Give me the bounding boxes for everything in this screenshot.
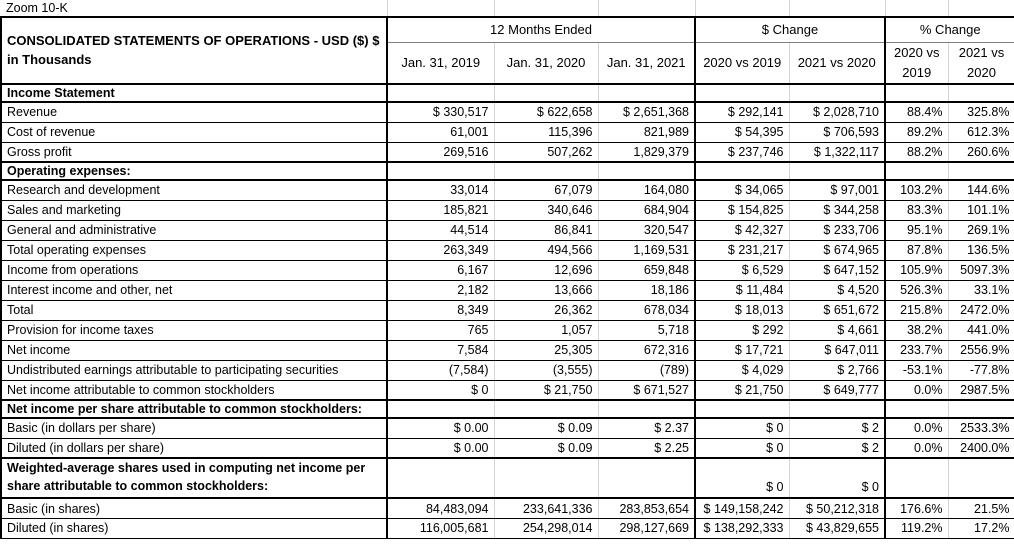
cell-value[interactable]: 0.0% bbox=[885, 438, 948, 458]
cell-value[interactable]: 2556.9% bbox=[948, 340, 1014, 360]
cell-value[interactable] bbox=[885, 400, 948, 418]
column-header-jan-31-2019[interactable]: Jan. 31, 2019 bbox=[387, 42, 494, 84]
group-header-12-months-ended[interactable]: 12 Months Ended bbox=[387, 17, 695, 42]
cell-value[interactable]: 7,584 bbox=[387, 340, 494, 360]
cell-value[interactable]: 38.2% bbox=[885, 320, 948, 340]
row-label[interactable]: Revenue bbox=[1, 102, 387, 122]
cell-value[interactable]: 83.3% bbox=[885, 200, 948, 220]
table-row bbox=[1, 518, 1014, 538]
group-header-dollar-change[interactable]: $ Change bbox=[695, 17, 885, 42]
cell-value[interactable] bbox=[948, 84, 1014, 102]
cell-value[interactable]: 44,514 bbox=[387, 220, 494, 240]
cell-value[interactable] bbox=[387, 400, 494, 418]
table-row bbox=[1, 400, 1014, 418]
cell-value[interactable] bbox=[494, 400, 598, 418]
cell-value[interactable]: (789) bbox=[598, 360, 695, 380]
cell-value[interactable]: $ 138,292,333 bbox=[695, 518, 789, 538]
table-row bbox=[1, 220, 1014, 240]
cell-value[interactable]: 136.5% bbox=[948, 240, 1014, 260]
cell-value[interactable]: 86,841 bbox=[494, 220, 598, 240]
row-label[interactable]: Net income bbox=[1, 340, 387, 360]
cell-value[interactable]: $ 231,217 bbox=[695, 240, 789, 260]
cell-value[interactable]: $ 11,484 bbox=[695, 280, 789, 300]
cell-value[interactable]: 116,005,681 bbox=[387, 518, 494, 538]
table-row bbox=[1, 340, 1014, 360]
cell-value[interactable] bbox=[885, 162, 948, 180]
cell-value[interactable] bbox=[387, 162, 494, 180]
cell-value[interactable]: 0.0% bbox=[885, 418, 948, 438]
cell-value[interactable]: 1,829,379 bbox=[598, 142, 695, 162]
cell-value[interactable]: 233,641,336 bbox=[494, 498, 598, 518]
row-label[interactable]: Weighted-average shares used in computing net income per share attributable to common stockholders: bbox=[1, 458, 387, 498]
cell-value[interactable]: $ 344,258 bbox=[789, 200, 885, 220]
table-row bbox=[1, 438, 1014, 458]
cell-value[interactable]: 215.8% bbox=[885, 300, 948, 320]
cell-value[interactable] bbox=[695, 162, 789, 180]
cell-value[interactable]: 5,718 bbox=[598, 320, 695, 340]
cell-value[interactable]: 13,666 bbox=[494, 280, 598, 300]
empty-cell[interactable] bbox=[387, 0, 494, 17]
cell-value[interactable] bbox=[387, 458, 494, 498]
cell-value[interactable]: $ 154,825 bbox=[695, 200, 789, 220]
cell-value[interactable]: $ 42,327 bbox=[695, 220, 789, 240]
cell-value[interactable]: 144.6% bbox=[948, 180, 1014, 200]
row-label[interactable]: Net income attributable to common stockholders bbox=[1, 380, 387, 400]
cell-value[interactable]: 507,262 bbox=[494, 142, 598, 162]
row-label[interactable]: Diluted (in dollars per share) bbox=[1, 438, 387, 458]
cell-value[interactable]: 254,298,014 bbox=[494, 518, 598, 538]
cell-value[interactable]: 684,904 bbox=[598, 200, 695, 220]
cell-value[interactable]: $ 647,011 bbox=[789, 340, 885, 360]
table-row bbox=[1, 458, 1014, 498]
cell-value[interactable]: $ 0.09 bbox=[494, 438, 598, 458]
row-label[interactable]: Interest income and other, net bbox=[1, 280, 387, 300]
table-body bbox=[1, 84, 1014, 538]
cell-value[interactable] bbox=[695, 400, 789, 418]
cell-value[interactable] bbox=[494, 162, 598, 180]
cell-value[interactable]: 441.0% bbox=[948, 320, 1014, 340]
cell-value[interactable]: $ 671,527 bbox=[598, 380, 695, 400]
cell-value[interactable]: $ 622,658 bbox=[494, 102, 598, 122]
table-row bbox=[1, 360, 1014, 380]
cell-value[interactable]: $ 2 bbox=[789, 438, 885, 458]
row-label[interactable]: Research and development bbox=[1, 180, 387, 200]
table-row bbox=[1, 180, 1014, 200]
cell-value[interactable]: 18,186 bbox=[598, 280, 695, 300]
table-row bbox=[1, 300, 1014, 320]
cell-value[interactable]: 6,167 bbox=[387, 260, 494, 280]
cell-value[interactable]: $ 674,965 bbox=[789, 240, 885, 260]
cell-value[interactable]: 67,079 bbox=[494, 180, 598, 200]
cell-value[interactable]: $ 21,750 bbox=[695, 380, 789, 400]
cell-value[interactable]: $ 0.00 bbox=[387, 418, 494, 438]
cell-value[interactable]: $ 330,517 bbox=[387, 102, 494, 122]
cell-value[interactable]: 176.6% bbox=[885, 498, 948, 518]
cell-value[interactable]: 494,566 bbox=[494, 240, 598, 260]
cell-value[interactable] bbox=[789, 162, 885, 180]
cell-value[interactable]: 659,848 bbox=[598, 260, 695, 280]
empty-cell[interactable] bbox=[885, 0, 948, 17]
spreadsheet-top-row bbox=[1, 0, 1014, 17]
cell-value[interactable]: 0.0% bbox=[885, 380, 948, 400]
cell-value[interactable]: 2533.3% bbox=[948, 418, 1014, 438]
cell-value[interactable]: (7,584) bbox=[387, 360, 494, 380]
empty-cell[interactable] bbox=[695, 0, 789, 17]
table-row bbox=[1, 280, 1014, 300]
cell-value[interactable]: $ 149,158,242 bbox=[695, 498, 789, 518]
cell-value[interactable]: $ 4,661 bbox=[789, 320, 885, 340]
column-header-jan-31-2021[interactable]: Jan. 31, 2021 bbox=[598, 42, 695, 84]
cell-value[interactable]: 269.1% bbox=[948, 220, 1014, 240]
cell-value[interactable]: 88.4% bbox=[885, 102, 948, 122]
cell-value[interactable] bbox=[789, 84, 885, 102]
cell-value[interactable]: $ 34,065 bbox=[695, 180, 789, 200]
cell-value[interactable]: $ 4,520 bbox=[789, 280, 885, 300]
group-header-percent-change[interactable]: % Change bbox=[885, 17, 1014, 42]
cell-value[interactable] bbox=[598, 458, 695, 498]
cell-value[interactable] bbox=[598, 400, 695, 418]
table-row bbox=[1, 200, 1014, 220]
cell-value[interactable]: $ 18,013 bbox=[695, 300, 789, 320]
cell-value[interactable]: $ 2,028,710 bbox=[789, 102, 885, 122]
column-header-dollar-2020-vs-2019[interactable]: 2020 vs 2019 bbox=[695, 42, 789, 84]
row-label[interactable]: Income Statement bbox=[1, 84, 387, 102]
cell-value[interactable]: 89.2% bbox=[885, 122, 948, 142]
cell-value[interactable]: $ 651,672 bbox=[789, 300, 885, 320]
cell-value[interactable]: 185,821 bbox=[387, 200, 494, 220]
row-label[interactable]: Undistributed earnings attributable to participating securities bbox=[1, 360, 387, 380]
row-label[interactable]: Total operating expenses bbox=[1, 240, 387, 260]
table-row bbox=[1, 320, 1014, 340]
cell-value[interactable]: 269,516 bbox=[387, 142, 494, 162]
cell-value[interactable] bbox=[885, 84, 948, 102]
cell-value[interactable] bbox=[885, 458, 948, 498]
cell-value[interactable]: $ 4,029 bbox=[695, 360, 789, 380]
cell-value[interactable]: 612.3% bbox=[948, 122, 1014, 142]
cell-value[interactable]: 17.2% bbox=[948, 518, 1014, 538]
cell-value[interactable]: 526.3% bbox=[885, 280, 948, 300]
cell-value[interactable]: 2400.0% bbox=[948, 438, 1014, 458]
row-label[interactable]: Cost of revenue bbox=[1, 122, 387, 142]
cell-value[interactable]: $ 50,212,318 bbox=[789, 498, 885, 518]
cell-value[interactable]: 1,169,531 bbox=[598, 240, 695, 260]
cell-value[interactable]: $ 0 bbox=[695, 438, 789, 458]
row-label[interactable]: Gross profit bbox=[1, 142, 387, 162]
cell-value[interactable]: 325.8% bbox=[948, 102, 1014, 122]
cell-value[interactable]: $ 17,721 bbox=[695, 340, 789, 360]
cell-value[interactable]: $ 21,750 bbox=[494, 380, 598, 400]
cell-value[interactable]: -53.1% bbox=[885, 360, 948, 380]
cell-value[interactable]: $ 1,322,117 bbox=[789, 142, 885, 162]
cell-value[interactable]: 765 bbox=[387, 320, 494, 340]
table-row bbox=[1, 380, 1014, 400]
cell-value[interactable]: 25,305 bbox=[494, 340, 598, 360]
cell-value[interactable]: 233.7% bbox=[885, 340, 948, 360]
cell-value[interactable]: 678,034 bbox=[598, 300, 695, 320]
table-row bbox=[1, 142, 1014, 162]
table-row bbox=[1, 260, 1014, 280]
table-row bbox=[1, 102, 1014, 122]
cell-value[interactable]: -77.8% bbox=[948, 360, 1014, 380]
cell-value[interactable]: 115,396 bbox=[494, 122, 598, 142]
cell-value[interactable]: 103.2% bbox=[885, 180, 948, 200]
empty-cell[interactable] bbox=[494, 0, 598, 17]
cell-value[interactable]: $ 649,777 bbox=[789, 380, 885, 400]
cell-value[interactable] bbox=[948, 458, 1014, 498]
empty-cell[interactable] bbox=[948, 0, 1014, 17]
cell-value[interactable]: $ 2,766 bbox=[789, 360, 885, 380]
cell-value[interactable]: 1,057 bbox=[494, 320, 598, 340]
cell-value[interactable]: 21.5% bbox=[948, 498, 1014, 518]
cell-value[interactable]: 26,362 bbox=[494, 300, 598, 320]
cell-value[interactable]: $ 292,141 bbox=[695, 102, 789, 122]
row-label[interactable]: Operating expenses: bbox=[1, 162, 387, 180]
cell-value[interactable]: $ 706,593 bbox=[789, 122, 885, 142]
cell-value[interactable]: 88.2% bbox=[885, 142, 948, 162]
table-row bbox=[1, 162, 1014, 180]
cell-value[interactable]: 33.1% bbox=[948, 280, 1014, 300]
table-row bbox=[1, 498, 1014, 518]
cell-value[interactable]: $ 647,152 bbox=[789, 260, 885, 280]
table-row bbox=[1, 122, 1014, 142]
cell-value[interactable]: (3,555) bbox=[494, 360, 598, 380]
cell-value[interactable]: $ 43,829,655 bbox=[789, 518, 885, 538]
cell-value[interactable] bbox=[948, 162, 1014, 180]
cell-value[interactable]: $ 2.37 bbox=[598, 418, 695, 438]
row-label[interactable]: Income from operations bbox=[1, 260, 387, 280]
table-row bbox=[1, 84, 1014, 102]
column-header-pct-2021-vs-2020[interactable]: 2021 vs 2020 bbox=[948, 42, 1014, 84]
cell-value[interactable]: 2,182 bbox=[387, 280, 494, 300]
column-header-dollar-2021-vs-2020[interactable]: 2021 vs 2020 bbox=[789, 42, 885, 84]
cell-value[interactable]: $ 2.25 bbox=[598, 438, 695, 458]
cell-value[interactable]: 8,349 bbox=[387, 300, 494, 320]
cell-value[interactable]: 119.2% bbox=[885, 518, 948, 538]
cell-value[interactable]: 101.1% bbox=[948, 200, 1014, 220]
cell-value[interactable]: $ 233,706 bbox=[789, 220, 885, 240]
row-label[interactable]: Basic (in dollars per share) bbox=[1, 418, 387, 438]
empty-cell[interactable] bbox=[598, 0, 695, 17]
cell-value[interactable]: $ 2 bbox=[789, 418, 885, 438]
cell-value[interactable]: $ 0.00 bbox=[387, 438, 494, 458]
cell-value[interactable]: $ 97,001 bbox=[789, 180, 885, 200]
cell-value[interactable]: $ 2,651,368 bbox=[598, 102, 695, 122]
row-label[interactable]: Diluted (in shares) bbox=[1, 518, 387, 538]
cell-value[interactable] bbox=[494, 84, 598, 102]
cell-value[interactable]: $ 292 bbox=[695, 320, 789, 340]
cell-value[interactable] bbox=[789, 400, 885, 418]
row-label[interactable]: General and administrative bbox=[1, 220, 387, 240]
cell-value[interactable]: 672,316 bbox=[598, 340, 695, 360]
cell-value[interactable]: 87.8% bbox=[885, 240, 948, 260]
column-header-jan-31-2020[interactable]: Jan. 31, 2020 bbox=[494, 42, 598, 84]
cell-value[interactable]: $ 0 bbox=[387, 380, 494, 400]
cell-value[interactable] bbox=[948, 400, 1014, 418]
row-label[interactable]: Provision for income taxes bbox=[1, 320, 387, 340]
row-label[interactable]: Total bbox=[1, 300, 387, 320]
cell-value[interactable]: 2472.0% bbox=[948, 300, 1014, 320]
cell-value[interactable]: 260.6% bbox=[948, 142, 1014, 162]
cell-value[interactable]: 84,483,094 bbox=[387, 498, 494, 518]
header-group-row bbox=[1, 17, 1014, 42]
cell-value[interactable]: 320,547 bbox=[598, 220, 695, 240]
cell-value[interactable]: $ 0 bbox=[695, 418, 789, 438]
cell-value[interactable]: 5097.3% bbox=[948, 260, 1014, 280]
cell-value[interactable]: 164,080 bbox=[598, 180, 695, 200]
cell-value[interactable] bbox=[494, 458, 598, 498]
cell-value[interactable]: 340,646 bbox=[494, 200, 598, 220]
cell-value[interactable]: 2987.5% bbox=[948, 380, 1014, 400]
row-label[interactable]: Sales and marketing bbox=[1, 200, 387, 220]
empty-cell[interactable] bbox=[789, 0, 885, 17]
cell-value[interactable]: 95.1% bbox=[885, 220, 948, 240]
table-row bbox=[1, 240, 1014, 260]
cell-value[interactable]: $ 0 bbox=[789, 458, 885, 498]
cell-value[interactable]: 298,127,669 bbox=[598, 518, 695, 538]
document-title[interactable]: Zoom 10-K bbox=[1, 0, 387, 17]
cell-value[interactable]: $ 237,746 bbox=[695, 142, 789, 162]
table-row bbox=[1, 418, 1014, 438]
cell-value[interactable]: $ 0.09 bbox=[494, 418, 598, 438]
cell-value[interactable]: $ 0 bbox=[695, 458, 789, 498]
cell-value[interactable] bbox=[598, 84, 695, 102]
cell-value[interactable] bbox=[695, 84, 789, 102]
cell-value[interactable] bbox=[598, 162, 695, 180]
row-label[interactable]: Net income per share attributable to common stockholders: bbox=[1, 400, 387, 418]
cell-value[interactable]: 61,001 bbox=[387, 122, 494, 142]
cell-value[interactable] bbox=[387, 84, 494, 102]
row-label[interactable]: Basic (in shares) bbox=[1, 498, 387, 518]
cell-value[interactable]: 33,014 bbox=[387, 180, 494, 200]
column-header-pct-2020-vs-2019[interactable]: 2020 vs 2019 bbox=[885, 42, 948, 84]
cell-value[interactable]: $ 6,529 bbox=[695, 260, 789, 280]
cell-value[interactable]: 105.9% bbox=[885, 260, 948, 280]
cell-value[interactable]: 12,696 bbox=[494, 260, 598, 280]
statement-title-cell[interactable]: CONSOLIDATED STATEMENTS OF OPERATIONS - USD ($) $ in Thousands bbox=[1, 17, 387, 84]
cell-value[interactable]: 263,349 bbox=[387, 240, 494, 260]
cell-value[interactable]: $ 54,395 bbox=[695, 122, 789, 142]
cell-value[interactable]: 283,853,654 bbox=[598, 498, 695, 518]
cell-value[interactable]: 821,989 bbox=[598, 122, 695, 142]
